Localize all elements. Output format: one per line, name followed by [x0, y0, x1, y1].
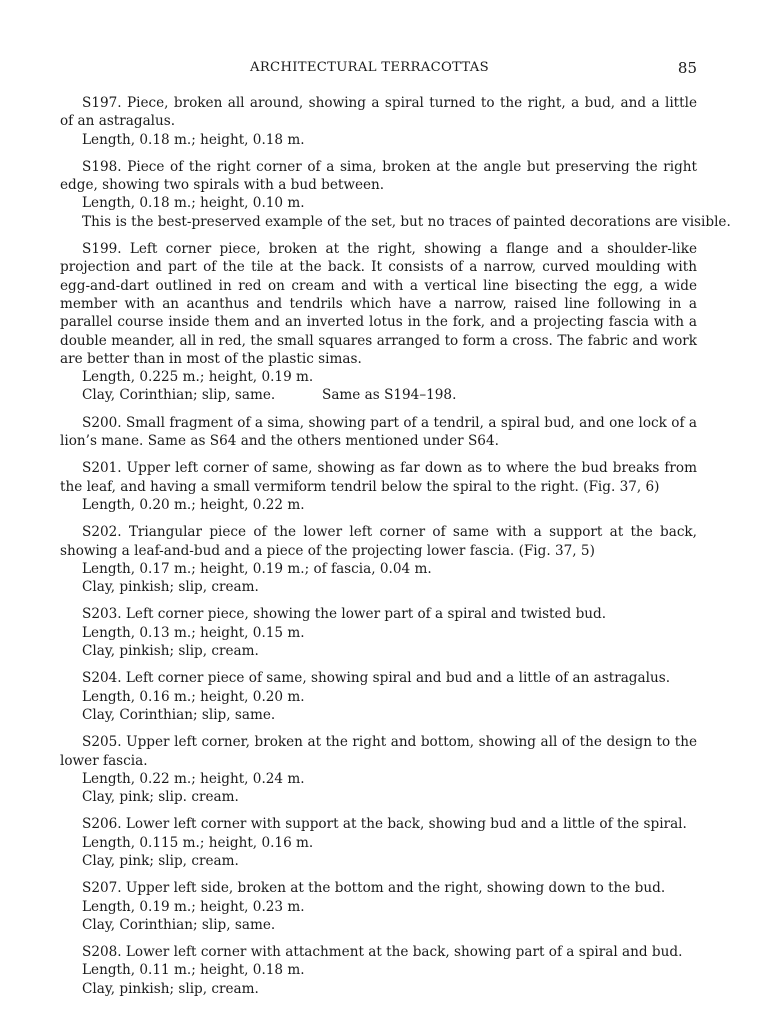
entry-dimensions: Length, 0.115 m.; height, 0.16 m. [82, 834, 314, 851]
entry-description: S205. Upper left corner, broken at the right and bottom, showing all of the design to the lower fascia. [60, 734, 697, 769]
entry-clay: Clay, pinkish; slip, cream. [82, 579, 259, 596]
catalog-entry-s201 [60, 459, 697, 514]
catalog-entry-s198 [60, 158, 731, 231]
entry-clay: Clay, Corinthian; slip, same. [82, 916, 276, 933]
entry-dimensions: Length, 0.18 m.; height, 0.18 m. [82, 131, 305, 148]
entry-dimensions: Length, 0.17 m.; height, 0.19 m.; of fascia, 0.04 m. [82, 560, 432, 577]
entry-dimensions: Length, 0.16 m.; height, 0.20 m. [82, 688, 305, 705]
entry-clay: Clay, pink; slip. cream. [82, 789, 239, 806]
catalog-entry-s208 [60, 943, 697, 998]
entry-clay: Clay, Corinthian; slip, same. [82, 387, 276, 404]
page-number: 85 [677, 59, 697, 77]
entry-description: S206. Lower left corner with support at the back, showing bud and a little of the spiral. [82, 816, 687, 833]
catalog-entry-s207 [60, 879, 697, 934]
entry-dimensions: Length, 0.18 m.; height, 0.10 m. [82, 195, 305, 212]
entry-description: S200. Small fragment of a sima, showing part of a tendril, a spiral bud, and one lock of a lion’s mane. Same as S64 and the others mentioned under S64. [60, 414, 697, 450]
catalog-entry-s197 [60, 94, 697, 149]
entry-same-as: Same as S194–198. [322, 387, 457, 404]
catalog-entry-s199 [60, 240, 697, 405]
catalog-entry-s206 [60, 815, 697, 870]
entry-clay: Clay, Corinthian; slip, same. [82, 706, 276, 723]
entry-dimensions: Length, 0.19 m.; height, 0.23 m. [82, 898, 305, 915]
entry-description: S203. Left corner piece, showing the lower part of a spiral and twisted bud. [82, 606, 607, 623]
catalog-entry-s203 [60, 605, 697, 660]
entry-clay: Clay, pink; slip, cream. [82, 852, 239, 869]
entry-description: S207. Upper left side, broken at the bottom and the right, showing down to the bud. [82, 880, 666, 897]
entry-description: S198. Piece of the right corner of a sima, broken at the angle but preserving the right edge, showing two spirals with a bud between. [60, 158, 697, 194]
entry-dimensions: Length, 0.20 m.; height, 0.22 m. [82, 496, 305, 513]
page [60, 59, 731, 1007]
catalog-entry-s204 [60, 669, 697, 724]
running-head: ARCHITECTURAL TERRACOTTAS [250, 60, 489, 75]
entry-dimensions: Length, 0.11 m.; height, 0.18 m. [82, 962, 305, 979]
entry-dimensions: Length, 0.22 m.; height, 0.24 m. [82, 770, 305, 787]
catalog-entry-s202 [60, 523, 697, 596]
entry-dimensions: Length, 0.225 m.; height, 0.19 m. [82, 369, 314, 386]
entry-description: S202. Triangular piece of the lower left corner of same with a support at the back, showing a leaf-and-bud and a piece of the projecting lower fascia. (Fig. 37, 5) [60, 524, 697, 559]
entry-dimensions: Length, 0.13 m.; height, 0.15 m. [82, 624, 305, 641]
catalog-entry-s200 [60, 414, 697, 451]
catalog-entry-s205 [60, 733, 697, 806]
entry-description: S204. Left corner piece of same, showing spiral and bud and a little of an astragalus. [82, 670, 671, 687]
entry-clay: Clay, pinkish; slip, cream. [82, 980, 259, 997]
entry-description: S197. Piece, broken all around, showing a spiral turned to the right, a bud, and a little of an astragalus. [60, 95, 697, 130]
entry-clay: Clay, pinkish; slip, cream. [82, 643, 259, 660]
entry-description: S201. Upper left corner of same, showing as far down as to where the bud breaks from the leaf, and having a small vermiform tendril below the spiral to the right. (Fig. 37, 6) [60, 460, 697, 495]
entry-description: S208. Lower left corner with attachment at the back, showing part of a spiral and bud. [82, 944, 683, 961]
entry-note: This is the best-preserved example of the set, but no traces of painted decorations are visible. [82, 213, 731, 230]
entry-clay-row [60, 386, 697, 404]
page-header [60, 60, 697, 82]
entry-description: S199. Left corner piece, broken at the right, showing a flange and a shoulder-like projection and part of the tile at the back. It consists of a narrow, curved moulding with egg-and-dart outlined in red on cream and with a vertical line bisecting the egg, a wide member with an acanthus and tendrils which have a narrow, raised line following in a parallel course inside them and an inverted lotus in the fork, and a projecting fascia with a double meander, all in red, the small squares arranged to form a cross. The fabric and work are better than in most of the plastic simas. [60, 241, 697, 367]
